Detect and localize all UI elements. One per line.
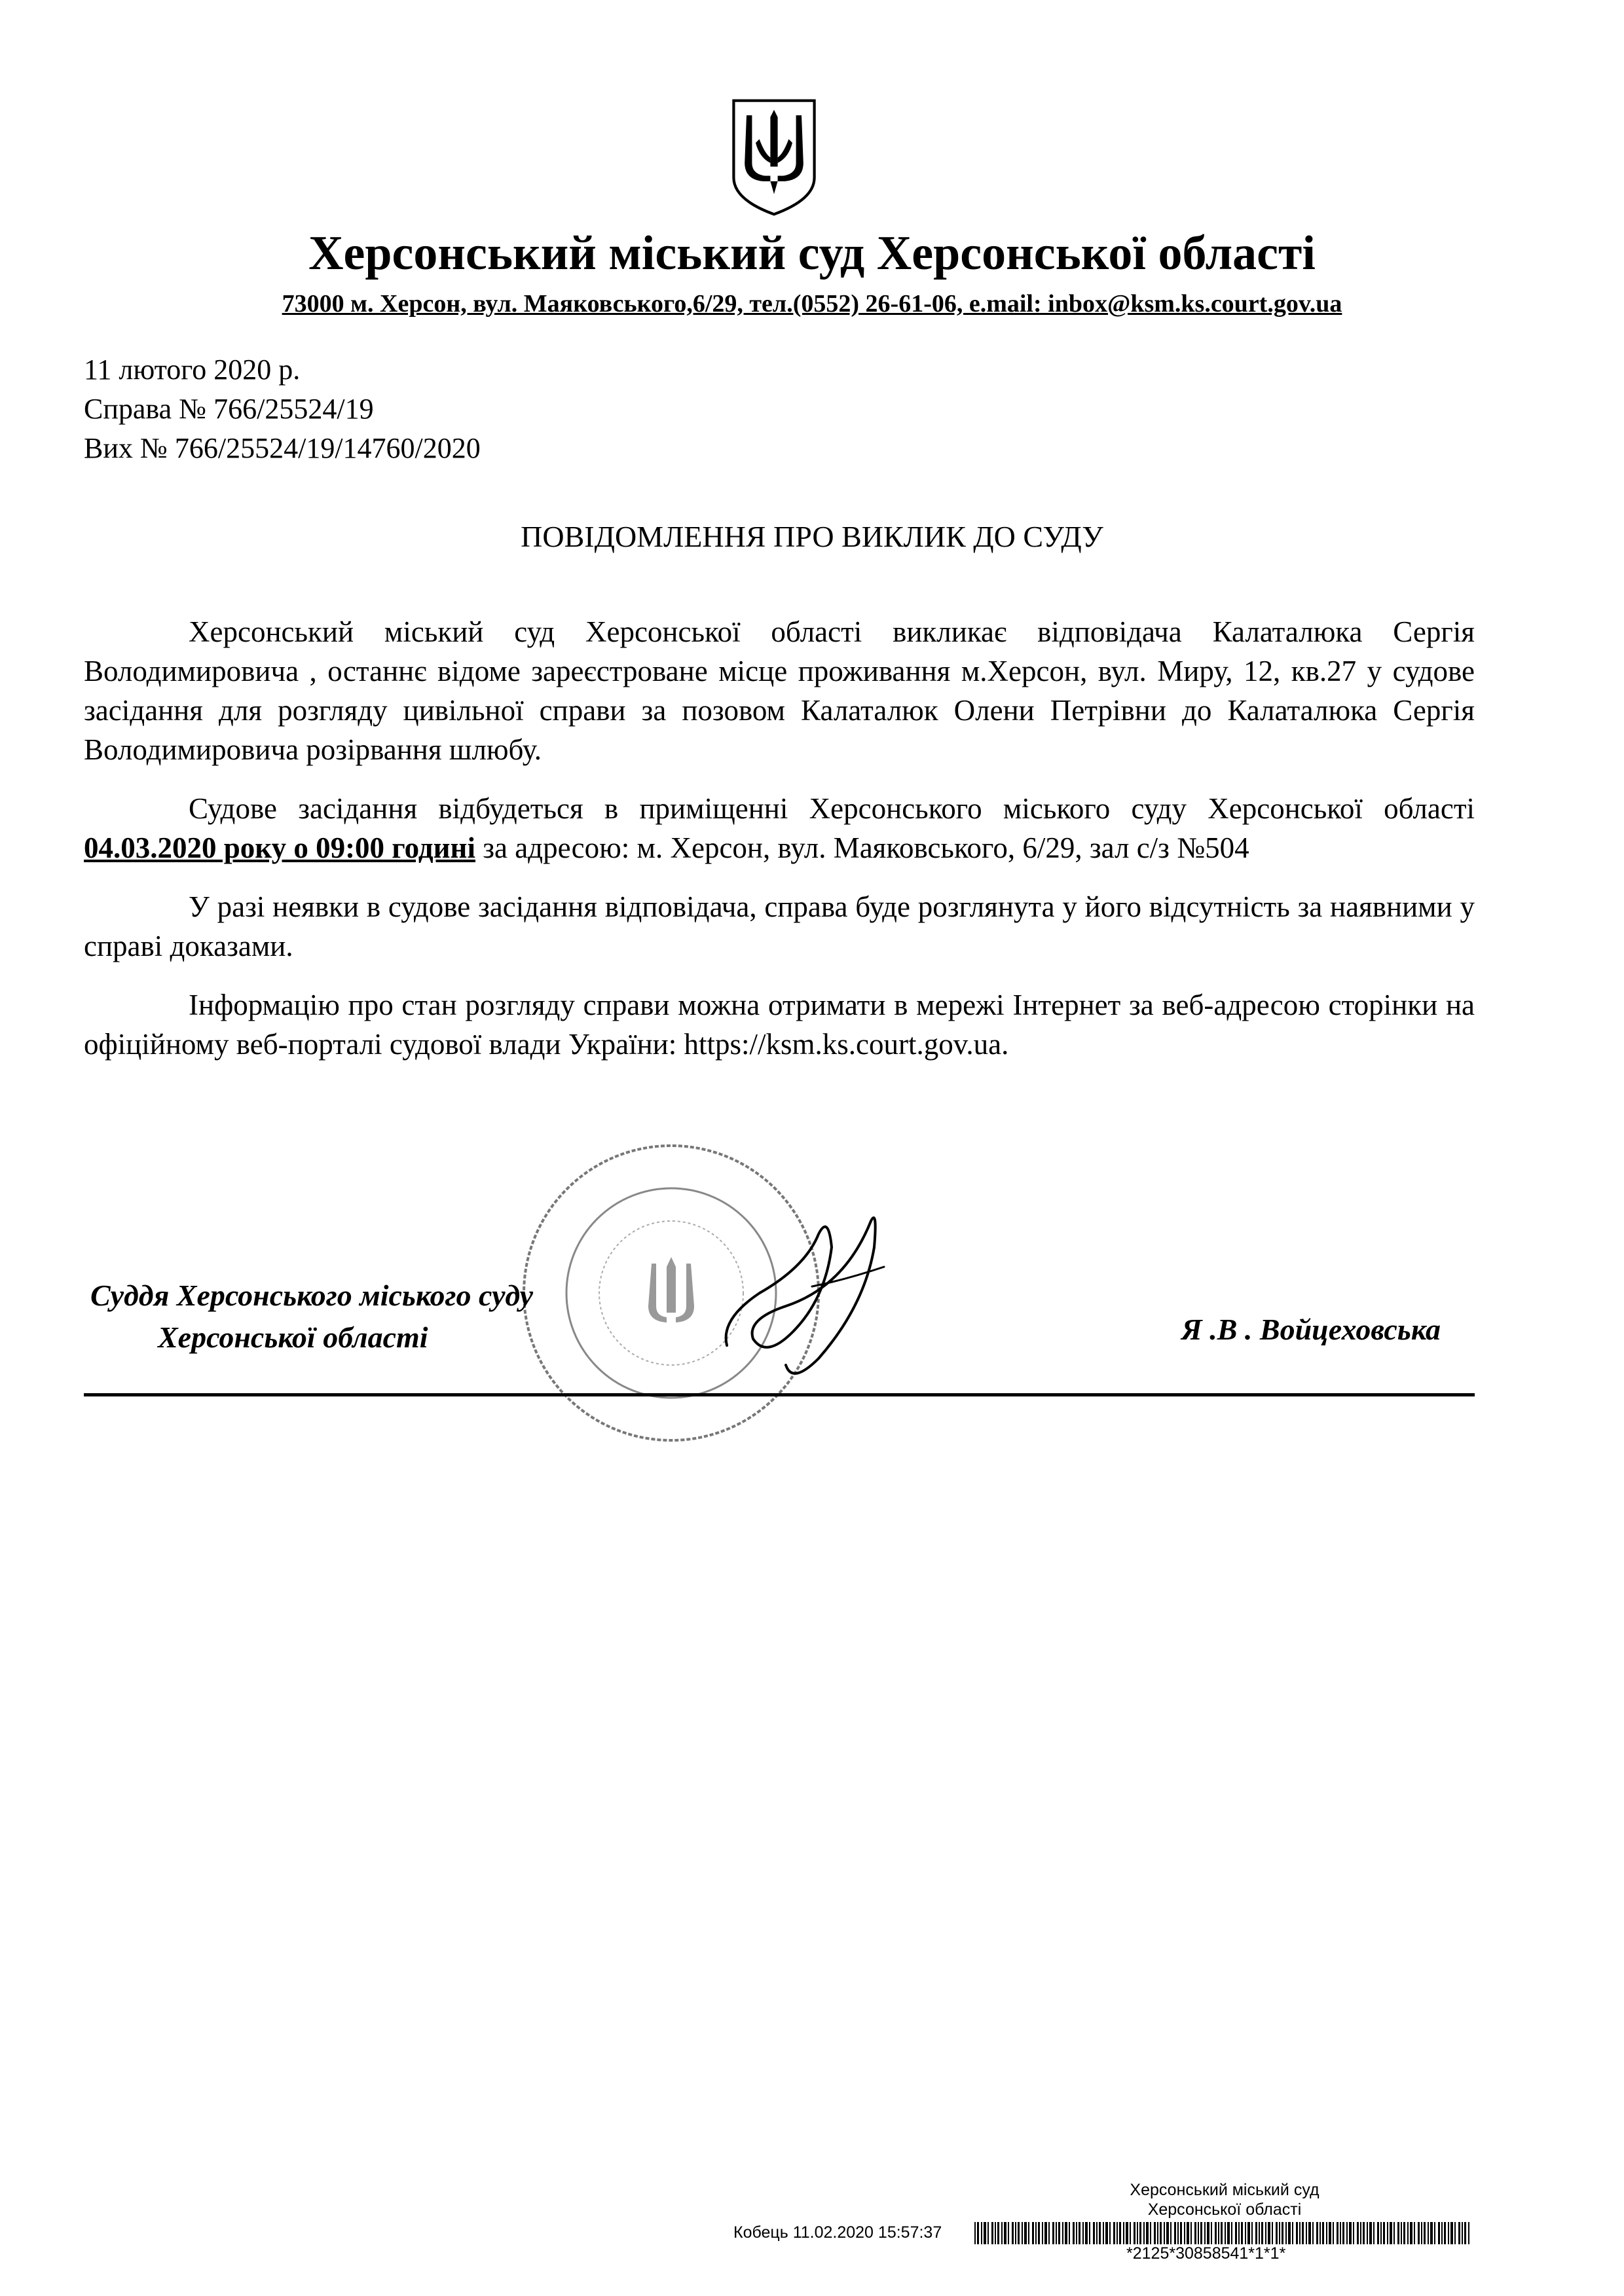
signatory-title-line-2: Херсонської області: [158, 1321, 428, 1354]
judge-name: Я .В . Войцеховська: [1181, 1313, 1441, 1346]
judge-signature: [714, 1208, 930, 1391]
barcode-text: *2125*30858541*1*1*: [1126, 2244, 1286, 2263]
footer-court-line-1: Херсонський міський суд: [1130, 2181, 1320, 2199]
court-address: 73000 м. Херсон, вул. Маяковського,6/29, тел.(0552) 26-61-06, e.mail: inbox@ksm.ks.court.gov.ua: [282, 290, 1342, 318]
paragraph-summons: Херсонський міський суд Херсонської області викликає відповідача Калаталюка Сергія Володимировича , останнє відоме зареєстроване місце проживання м.Херсон, вул. Миру, 12, кв.27 у судове засідання для розгляду цивільної справи за позовом Калаталюк Олени Петрівни до Калаталюка Сергія Володимировича розірвання шлюбу.: [84, 615, 1475, 766]
document-meta: [84, 350, 481, 468]
registration-stamp: Кобець 11.02.2020 15:57:37: [733, 2223, 942, 2242]
hearing-text-after: за адресою: м. Херсон, вул. Маяковського, 6/29, зал с/з №504: [475, 831, 1249, 864]
hearing-date: 04.03.2020 року о 09:00 годині: [84, 831, 475, 864]
hearing-text-before: Судове засідання відбудеться в приміщенні Херсонського міського суду Херсонської області: [189, 792, 1475, 825]
document-date: 11 лютого 2020 р.: [84, 354, 301, 386]
coat-of-arms-icon: [728, 97, 820, 218]
document-body: [84, 612, 1475, 1084]
signature-divider: [84, 1393, 1475, 1396]
paragraph-hearing: [84, 789, 1475, 867]
signatory-title-line-1: Суддя Херсонського міського суду: [90, 1279, 533, 1312]
paragraph-info: Інформацію про стан розгляду справи можна отримати в мережі Інтернет за веб-адресою сторінки на офіційному веб-порталі судової влади України: https://ksm.ks.court.gov.ua.: [84, 989, 1475, 1061]
footer-court-name: [1048, 2180, 1401, 2219]
court-name: Херсонський міський суд Херсонської області: [308, 227, 1316, 280]
signatory-title: [90, 1275, 533, 1358]
outgoing-number: Вих № 766/25524/19/14760/2020: [84, 432, 481, 464]
barcode: [974, 2222, 1472, 2244]
document-title: ПОВІДОМЛЕННЯ ПРО ВИКЛИК ДО СУДУ: [521, 520, 1103, 553]
paragraph-absence: У разі неявки в судове засідання відповідача, справа буде розглянута у його відсутність за наявними у справі доказами.: [84, 890, 1475, 962]
case-number: Справа № 766/25524/19: [84, 393, 374, 425]
footer-court-line-2: Херсонської області: [1147, 2200, 1302, 2219]
